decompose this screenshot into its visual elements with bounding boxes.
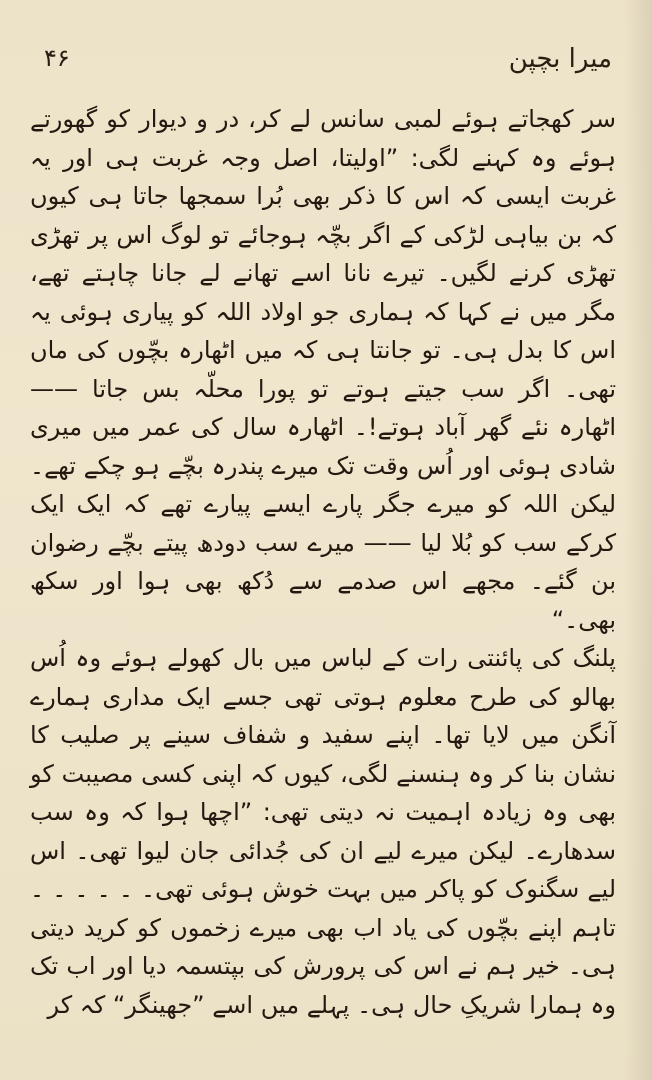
page-header: [44, 44, 612, 84]
page-number: ۴۶: [44, 44, 70, 72]
paragraph: سر کھجاتے ہوئے لمبی سانس لے کر، در و دیوار کو گھورتے ہوئے وہ کہنے لگی: ”اولیتا، اصل وجہ غربت ہی اور یہ غربت ایسی کہ اس کا ذکر بھی بُرا سمجھا جاتا ہی کیوں کہ بن بیاہی لڑکی کے اگر بچّہ ہوجائے تو لوگ اس پر تھڑی تھڑی کرنے لگیں۔ تیرے نانا اسے تھانے لے جانا چاہتے تھے، مگر میں نے کہا کہ ہماری جو اولاد اللہ کو پیاری ہوئی یہ اس کا بدل ہی۔ تو جانتا ہی کہ میں اٹھارہ بچّوں کی ماں تھی۔ اگر سب جیتے ہوتے تو پورا محلّہ بس جاتا —— اٹھارہ نئے گھر آباد ہوتے!۔ اٹھارہ سال کی عمر میں میری شادی ہوئی اور اُس وقت تک میرے پندرہ بچّے ہو چکے تھے۔ لیکن اللہ کو میرے جگر پارے ایسے پیارے تھے کہ ایک ایک کرکے سب کو بُلا لیا —— میرے سب دودھ پیتے بچّے رضوان بن گئے۔ مجھے اس صدمے سے دُکھ بھی ہوا اور سکھ بھی۔“: [30, 105, 616, 634]
paragraph: پلنگ کی پائنتی رات کے لباس میں بال کھولے ہوئے وہ اُس بھالو کی طرح معلوم ہوتی تھی جسے ایک مداری ہمارے آنگن میں لایا تھا۔ اپنے سفید و شفاف سینے پر صلیب کا نشان بنا کر وہ ہنسنے لگی، کیوں کہ اپنی کسی مصیبت کو بھی وہ زیادہ اہمیت نہ دیتی تھی: ”اچھا ہوا کہ وہ سب سدھارے۔ لیکن میرے لیے ان کی جُدائی جان لیوا تھی۔ اس لیے سگنوک کو پاکر میں بہت خوش ہوئی تھی۔ ۔ ۔ ۔ ۔ ۔ تاہم اپنے بچّوں کی یاد اب بھی میرے زخموں کو کرید دیتی ہی۔ خیر ہم نے اس کی پرورش کی بپتسمہ دیا اور اب تک وہ ہمارا شریکِ حال ہی۔ پہلے میں اسے ”جھینگر“ کہ کر: [30, 644, 616, 1019]
running-head: میرا بچپن: [508, 44, 612, 74]
body-text: [30, 100, 616, 1024]
